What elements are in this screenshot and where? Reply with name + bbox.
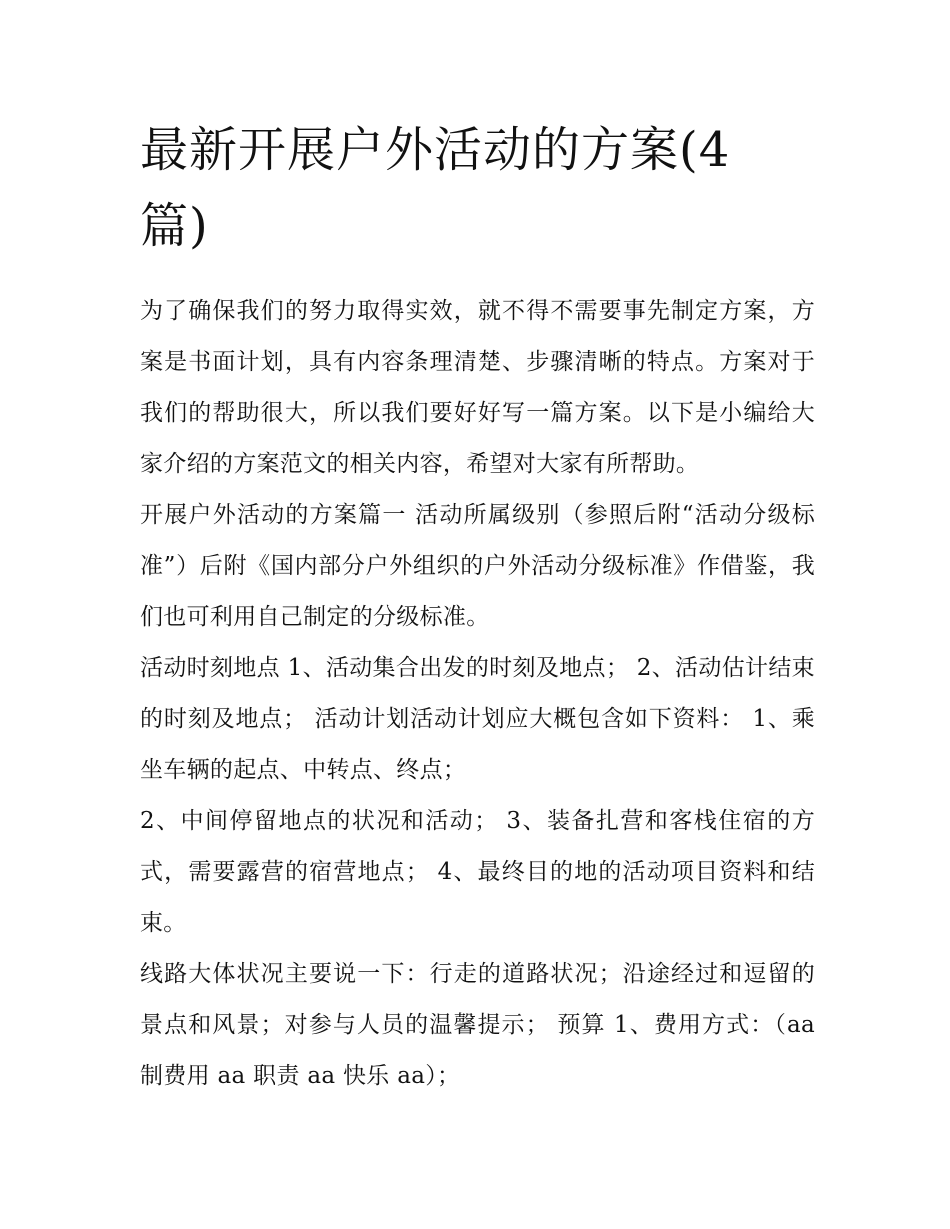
paragraph-activity-level: 开展户外活动的方案篇一 活动所属级别（参照后附“活动分级标准”）后附《国内部分户外组织的户外活动分级标准》作借鉴，我们也可利用自己制定的分级标准。 (140, 502, 815, 630)
document-title: 最新开展户外活动的方案(4篇) (140, 122, 731, 254)
paragraph-stops-lodging: 2、中间停留地点的状况和活动； 3、装备扎营和客栈住宿的方式，需要露营的宿营地点； 4、最终目的地的活动项目资料和结束。 (140, 808, 815, 936)
document-page (140, 112, 815, 1102)
document-body (140, 286, 815, 1102)
paragraph-intro: 为了确保我们的努力取得实效，就不得不需要事先制定方案，方案是书面计划，具有内容条理清楚、步骤清晰的特点。方案对于我们的帮助很大，所以我们要好好写一篇方案。以下是小编给大家介绍的方案范文的相关内容，希望对大家有所帮助。 (140, 298, 815, 477)
paragraph-time-location: 活动时刻地点 1、活动集合出发的时刻及地点； 2、活动估计结束的时刻及地点； 活动计划活动计划应大概包含如下资料： 1、乘坐车辆的起点、中转点、终点； (140, 655, 815, 783)
paragraph-route-budget: 线路大体状况主要说一下：行走的道路状况；沿途经过和逗留的景点和风景；对参与人员的温馨提示； 预算 1、费用方式：（aa 制费用 aa 职责 aa 快乐 aa）； (140, 961, 815, 1089)
